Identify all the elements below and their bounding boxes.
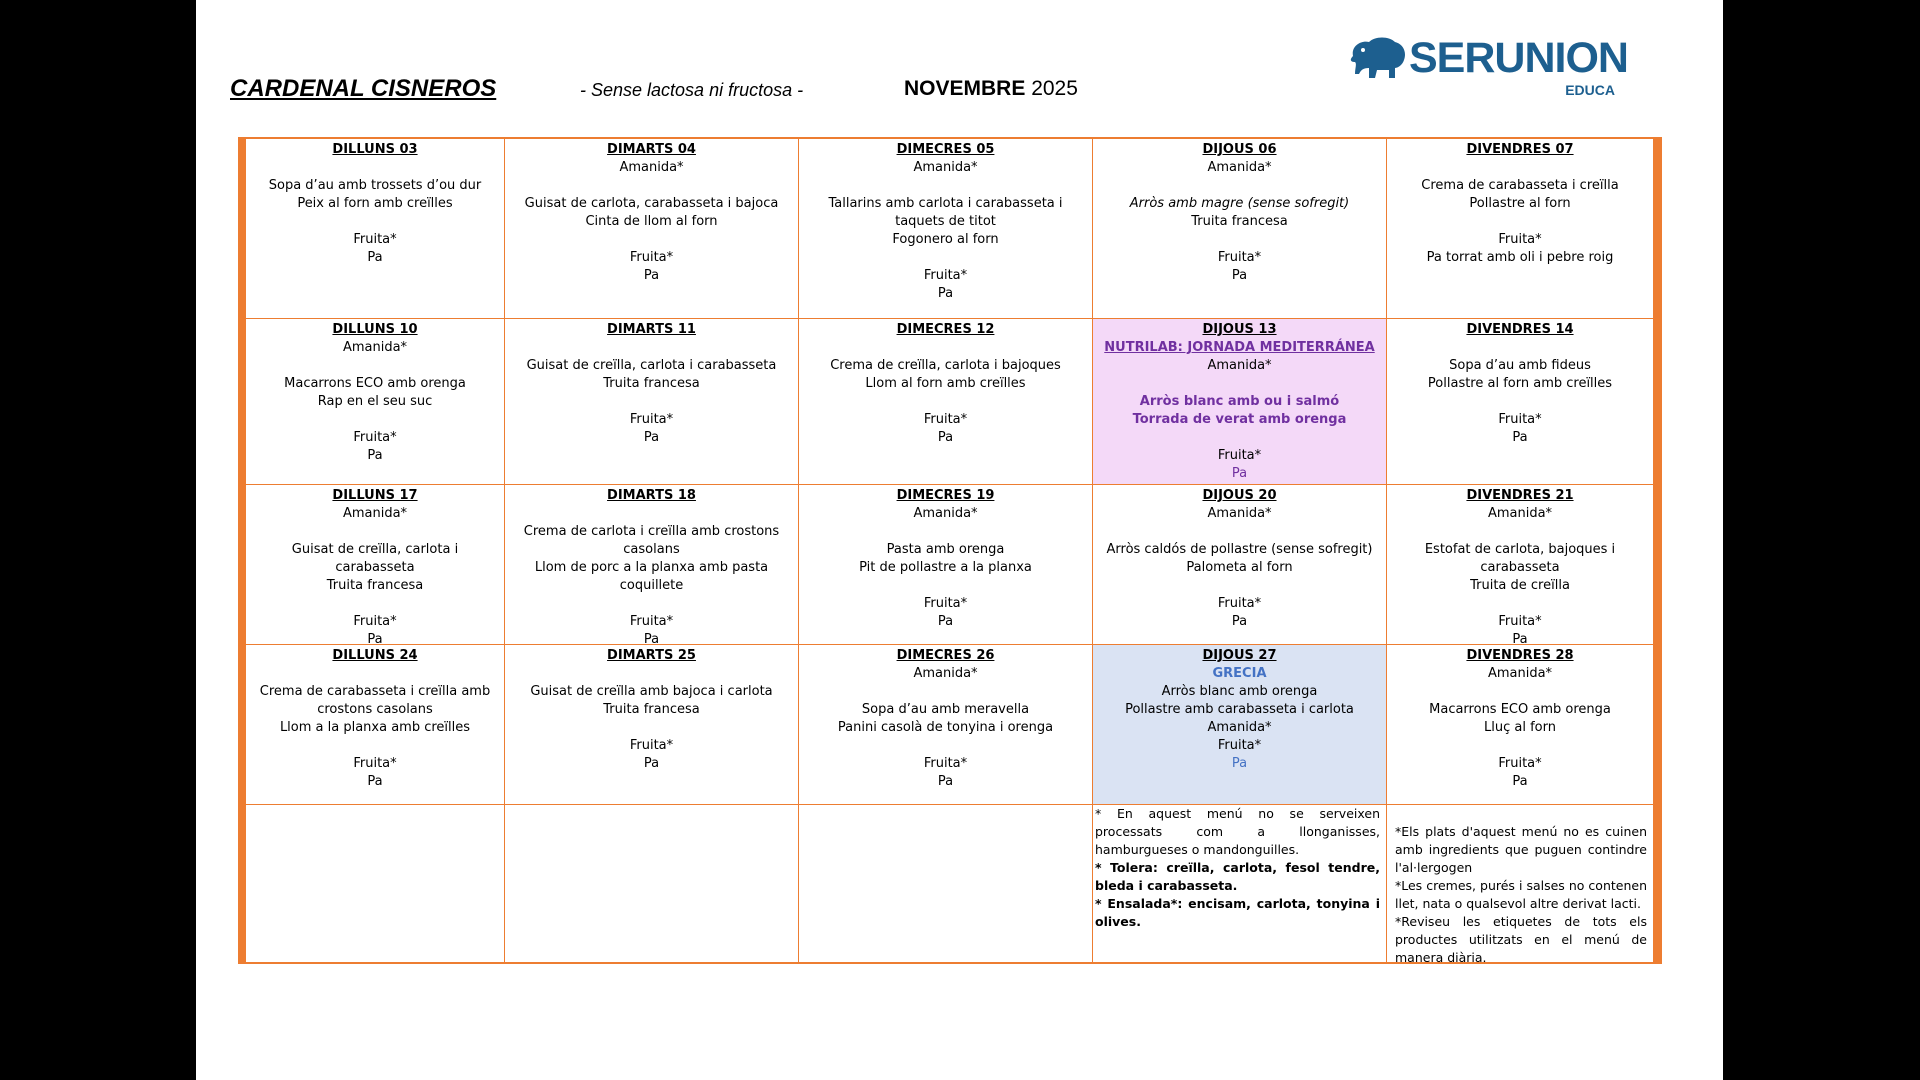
menu-line: Pa [1231,268,1248,283]
day-cell [246,485,505,645]
menu-line: Crema de carabasseta i creïlla amb crostons casolans [259,684,491,717]
menu-line: Estofat de carlota, bajoques i carabasseta [1424,542,1616,575]
menu-line: Crema de carlota i creïlla amb crostons casolans [523,524,780,557]
day-heading: DIVENDRES 07 [1466,142,1574,157]
menu-line: Pa [1231,466,1248,481]
menu-line: Guisat de creïlla amb bajoca i carlota [530,684,773,699]
menu-line: Pa [1512,774,1528,789]
menu-line: Amanida* [913,506,978,521]
menu-line: Guisat de creïlla, carlota i carabasseta [526,358,777,373]
menu-line: Pa [1512,632,1528,647]
day-cell [1387,319,1654,485]
menu-line: Truita francesa [326,578,424,593]
day-heading: DIJOUS 06 [1202,142,1277,157]
menu-line: Macarrons ECO amb orenga [284,376,466,391]
menu-line: Llom a la planxa amb creïlles [279,720,471,735]
day-heading: DIVENDRES 14 [1466,322,1574,337]
menu-line: Fruita* [629,412,674,427]
menu-line: Pasta amb orenga [886,542,1005,557]
spacer [254,159,496,177]
spacer [807,393,1084,411]
menu-line: Fruita* [1498,614,1542,629]
spacer [807,577,1084,595]
logo-subtitle: EDUCA [1565,82,1615,98]
menu-line: Fruita* [629,738,674,753]
menu-line: Pa [937,614,954,629]
menu-line: Fruita* [1217,250,1262,265]
menu-line: Pa [367,632,383,647]
day-heading: DIMECRES 05 [896,142,995,157]
menu-line: Pa [1512,430,1528,445]
spacer [1101,523,1378,541]
spacer [1101,177,1378,195]
menu-line: Amanida* [1207,160,1272,175]
note-line: *Les cremes, purés i salses no contenen llet, nata o qualsevol altre derivat lacti. [1395,878,1647,911]
menu-line: Crema de creïlla, carlota i bajoques [830,358,1061,373]
day-cell [505,645,799,805]
spacer [254,595,496,613]
spacer [254,411,496,429]
note-line: * En aquest menú no se serveixen processats com a llonganisses, hamburgueses o mandonguilles. [1095,806,1380,857]
menu-line: Lluç al forn [1484,720,1556,735]
spacer [1395,595,1645,613]
spacer [1395,683,1645,701]
menu-line: Pa [937,774,954,789]
spacer [1395,159,1645,177]
notes-cell [246,805,505,964]
menu-line: Pa [643,268,660,283]
menu-line: Arròs blanc amb ou i salmó [1139,394,1340,409]
day-cell [1093,319,1387,485]
spacer [1101,577,1378,595]
menu-line: Fruita* [629,250,674,265]
spacer [254,665,496,683]
day-heading: DILLUNS 24 [332,648,418,663]
menu-line: Guisat de creïlla, carlota i carabasseta [291,542,459,575]
day-cell [799,139,1093,319]
menu-line: Pa [643,756,660,771]
menu-line: Fruita* [1498,232,1542,247]
spacer [254,737,496,755]
menu-line: Palometa al forn [1186,560,1293,575]
day-cell [799,485,1093,645]
logo-wordmark: SERUNION [1409,34,1628,82]
bison-icon [1349,34,1407,84]
menu-line: Amanida* [342,340,408,355]
day-cell [505,139,799,319]
notes-cell [799,805,1093,964]
menu-line: Fruita* [1498,412,1542,427]
menu-line: Pa [643,430,660,445]
spacer [1101,231,1378,249]
day-heading: DIMARTS 18 [607,488,696,503]
spacer [1101,429,1378,447]
day-heading: DIMARTS 25 [607,648,696,663]
spacer [513,665,790,683]
spacer [807,177,1084,195]
day-cell [799,319,1093,485]
menu-line: Fruita* [923,412,968,427]
spacer [807,523,1084,541]
menu-line: Sopa d’au amb meravella [861,702,1030,717]
spacer [1395,523,1645,541]
serunion-logo [1349,34,1628,104]
spacer [1395,737,1645,755]
menu-line: Guisat de carlota, carabasseta i bajoca [524,196,779,211]
menu-line: Fruita* [923,268,968,283]
spacer [513,719,790,737]
menu-line: Pa [643,632,660,647]
menu-line: Truita francesa [603,702,700,717]
menu-grid [238,137,1662,964]
spacer [513,505,790,523]
menu-line: Fruita* [923,756,968,771]
menu-line: Pa [367,774,383,789]
menu-line: Pit de pollastre a la planxa [859,560,1032,575]
menu-line: Amanida* [619,160,684,175]
day-cell [246,645,505,805]
spacer [513,595,790,613]
day-heading: DIJOUS 27 [1202,648,1277,663]
menu-line: Pa [1231,614,1248,629]
menu-line: Amanida* [913,160,978,175]
spacer [1395,339,1645,357]
spacer [513,231,790,249]
menu-line: Pa [1231,756,1248,771]
day-cell [505,319,799,485]
menu-line: Truita de creïlla [1470,578,1570,593]
day-heading: DILLUNS 10 [332,322,418,337]
day-cell [1093,139,1387,319]
menu-line: Rap en el seu suc [317,394,433,409]
menu-line: Fruita* [1217,738,1262,753]
diet-subtitle: - Sense lactosa ni fructosa - [580,80,804,100]
menu-line: Sopa d’au amb fideus [1449,358,1591,373]
note-line: * Ensalada*: encisam, carlota, tonyina i olives. [1095,896,1380,929]
spacer [807,339,1084,357]
year-label: 2025 [1031,77,1078,100]
menu-line: Arròs blanc amb orenga [1161,684,1318,699]
menu-line: Macarrons ECO amb orenga [1429,702,1611,717]
menu-line: Truita francesa [1191,214,1288,229]
event-label: GRECIA [1212,666,1267,681]
school-name: CARDENAL CISNEROS [230,75,497,102]
day-cell [246,139,505,319]
menu-line: Torrada de verat amb orenga [1132,412,1347,427]
menu-line: Pollastre al forn [1469,196,1571,211]
spacer [513,177,790,195]
menu-line: Fruita* [629,614,674,629]
menu-page [196,0,1723,1080]
menu-line: Fruita* [1217,596,1262,611]
menu-line: Panini casolà de tonyina i orenga [837,720,1054,735]
notes-cell [505,805,799,964]
day-cell [1387,485,1654,645]
day-cell [505,485,799,645]
menu-line: Fogonero al forn [892,232,999,247]
menu-line: Fruita* [1217,448,1262,463]
menu-line: Pa [937,286,954,301]
menu-line: Tallarins amb carlota i carabasseta i taquets de titot [828,196,1063,229]
month-label: NOVEMBRE [904,77,1026,100]
spacer [254,213,496,231]
day-heading: DILLUNS 17 [332,488,418,503]
menu-line: Fruita* [353,756,397,771]
menu-line: Amanida* [1207,358,1272,373]
spacer [254,357,496,375]
menu-line: Crema de carabasseta i creïlla [1421,178,1619,193]
day-heading: DIVENDRES 28 [1466,648,1574,663]
note-line: * Tolera: creïlla, carlota, fesol tendre, bleda i carabasseta. [1095,860,1380,893]
menu-line: Amanida* [342,506,408,521]
menu-line: Pa torrat amb oli i pebre roig [1426,250,1614,265]
spacer [807,249,1084,267]
menu-line: Peix al forn amb creïlles [297,196,453,211]
day-cell [1093,645,1387,805]
spacer [254,523,496,541]
note-line: *Els plats d'aquest menú no es cuinen amb ingredients que puguen contindre l'al·lergogen [1395,824,1647,875]
day-heading: DIMARTS 04 [607,142,696,157]
dietary-notes [1095,805,1380,931]
spacer [1395,213,1645,231]
menu-line: Amanida* [1487,506,1553,521]
menu-line: Amanida* [1487,666,1553,681]
notes-cell [1093,805,1387,964]
menu-line: Fruita* [353,430,397,445]
day-heading: DIMARTS 11 [607,322,696,337]
day-heading: DIMECRES 26 [896,648,995,663]
day-heading: DIJOUS 13 [1202,322,1277,337]
menu-line: Fruita* [353,614,397,629]
menu-line: Fruita* [923,596,968,611]
menu-line: Arròs caldós de pollastre (sense sofregit) [1106,542,1373,557]
month-year [904,77,1078,101]
menu-line: Fruita* [1498,756,1542,771]
spacer [513,339,790,357]
menu-line: Amanida* [913,666,978,681]
day-heading: DILLUNS 03 [332,142,418,157]
note-line: *Reviseu les etiquetes de tots els productes utilitzats en el menú de manera diària. [1395,914,1647,965]
menu-line: Pa [367,448,383,463]
menu-line: Sopa d’au amb trossets d’ou dur [268,178,482,193]
spacer [1395,393,1645,411]
menu-line: Fruita* [353,232,397,247]
day-heading: DIMECRES 12 [896,322,995,337]
menu-line: Amanida* [1207,720,1272,735]
menu-line: Pa [367,250,383,265]
menu-line: Pollastre al forn amb creïlles [1427,376,1613,391]
spacer [513,393,790,411]
spacer [1101,375,1378,393]
day-heading: DIJOUS 20 [1202,488,1277,503]
menu-line: Amanida* [1207,506,1272,521]
notes-cell [1387,805,1654,964]
spacer [807,683,1084,701]
menu-line: Pollastre amb carabasseta i carlota [1125,702,1354,717]
event-label: NUTRILAB: JORNADA MEDITERRÁNEA [1104,340,1375,355]
menu-line: Arròs amb magre (sense sofregit) [1129,196,1350,211]
day-cell [246,319,505,485]
day-heading: DIVENDRES 21 [1466,488,1574,503]
day-heading: DIMECRES 19 [896,488,995,503]
day-cell [1387,139,1654,319]
menu-line: Truita francesa [603,376,700,391]
day-cell [1093,485,1387,645]
menu-line: Llom de porc a la planxa amb pasta coquillete [534,560,769,593]
day-cell [799,645,1093,805]
menu-line: Pa [937,430,954,445]
menu-line: Llom al forn amb creïlles [865,376,1026,391]
day-cell [1387,645,1654,805]
allergen-notes [1395,823,1647,967]
menu-line: Cinta de llom al forn [585,214,718,229]
spacer [807,737,1084,755]
